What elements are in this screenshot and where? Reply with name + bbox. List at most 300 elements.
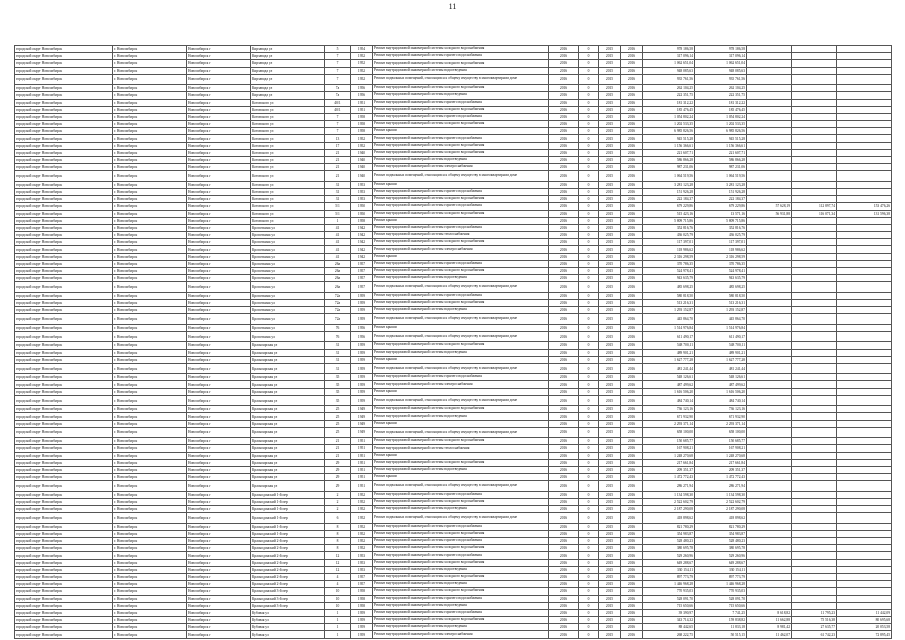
table-row	[15, 617, 892, 624]
cost-cell-c	[837, 314, 892, 324]
street-cell: Красноярская ул	[251, 395, 325, 405]
plan-year-cell: 2016	[549, 617, 579, 624]
flag-cell: 0	[579, 617, 599, 624]
start-year-cell: 2015	[599, 559, 621, 566]
municipality-cell: городской округ Новосибирск	[15, 617, 113, 624]
total-cost-cell: 2 316 298,59	[643, 253, 695, 260]
table-row	[15, 53, 892, 60]
plan-year-cell: 2016	[549, 181, 579, 188]
plan-year-cell: 2016	[549, 474, 579, 481]
end-year-cell: 2016	[621, 157, 643, 164]
fund-cost-cell: 943 635,79	[695, 275, 747, 282]
cost-cell-a	[747, 239, 792, 246]
start-year-cell: 2015	[599, 491, 621, 498]
fund-cost-cell: 436 025,79	[695, 232, 747, 239]
fund-cost-cell: 1 514 976,84	[695, 324, 747, 331]
start-year-cell: 2015	[599, 232, 621, 239]
start-year-cell: 2015	[599, 374, 621, 381]
flag-cell: 0	[579, 128, 599, 135]
flag-cell: 0	[579, 224, 599, 231]
table-row	[15, 466, 892, 473]
city-cell: Новосибирск г	[187, 631, 251, 638]
flag-cell: 0	[579, 602, 599, 609]
work-type-cell: Ремонт крыши	[373, 388, 549, 395]
start-year-cell: 2015	[599, 388, 621, 395]
house-number-cell: 10	[325, 602, 351, 609]
total-cost-cell: 489 901,21	[643, 349, 695, 356]
street-cell: Котовского ул	[251, 164, 325, 171]
flag-cell: 0	[579, 481, 599, 491]
street-cell: Краснодонский 3-й пер	[251, 595, 325, 602]
fund-cost-cell: 487 499,62	[695, 381, 747, 388]
municipality-cell: городской округ Новосибирск	[15, 92, 113, 99]
total-cost-cell: 528 480,23	[643, 538, 695, 545]
city-cell: Новосибирск г	[187, 438, 251, 445]
house-number-cell: 2	[325, 491, 351, 498]
settlement-cell: г. Новосибирск	[113, 324, 187, 331]
street-cell: Краснодонский 1-й пер	[251, 530, 325, 537]
fund-cost-cell: 548 126,61	[695, 374, 747, 381]
work-type-cell: Ремонт внутридомовой инженерной системы электроснабжения	[373, 631, 549, 638]
work-type-cell: Ремонт подвальных помещений, относящихся к общему имуществу в многоквартирном доме	[373, 363, 549, 373]
table-row	[15, 342, 892, 349]
cost-cell-a	[747, 452, 792, 459]
total-cost-cell: 317 096,14	[643, 53, 695, 60]
work-type-cell: Ремонт внутридомовой инженерной системы холодного водоснабжения	[373, 299, 549, 306]
start-year-cell: 2015	[599, 121, 621, 128]
build-year-cell: 1959	[351, 299, 373, 306]
city-cell: Новосибирск г	[187, 121, 251, 128]
house-number-cell: 4	[325, 573, 351, 580]
start-year-cell: 2015	[599, 356, 621, 363]
total-cost-cell: 715 650,66	[643, 602, 695, 609]
flag-cell: 0	[579, 356, 599, 363]
build-year-cell: 1957	[351, 268, 373, 275]
build-year-cell: 1959	[351, 292, 373, 299]
table-row	[15, 459, 892, 466]
page-number: 11	[448, 2, 457, 11]
cost-cell-a	[747, 99, 792, 106]
fund-cost-cell: 118 986,62	[695, 246, 747, 253]
total-cost-cell: 586 866,28	[643, 157, 695, 164]
street-cell: Котовского ул	[251, 113, 325, 120]
city-cell: Новосибирск г	[187, 307, 251, 314]
house-number-cell: 31	[325, 349, 351, 356]
municipality-cell: городской округ Новосибирск	[15, 413, 113, 420]
start-year-cell: 2015	[599, 609, 621, 616]
cost-cell-a	[747, 224, 792, 231]
work-type-cell: Ремонт внутридомовой инженерной системы горячего водоснабжения	[373, 538, 549, 545]
cost-cell-b	[792, 113, 837, 120]
settlement-cell: г. Новосибирск	[113, 342, 187, 349]
flag-cell: 0	[579, 466, 599, 473]
table-row	[15, 381, 892, 388]
settlement-cell: г. Новосибирск	[113, 413, 187, 420]
street-cell: Котовского ул	[251, 157, 325, 164]
plan-year-cell: 2016	[549, 420, 579, 427]
city-cell: Новосибирск г	[187, 85, 251, 92]
cost-cell-b	[792, 413, 837, 420]
city-cell: Новосибирск г	[187, 268, 251, 275]
start-year-cell: 2015	[599, 74, 621, 84]
cost-cell-a	[747, 538, 792, 545]
municipality-cell: городской округ Новосибирск	[15, 260, 113, 267]
settlement-cell: г. Новосибирск	[113, 85, 187, 92]
street-cell: Краснодонский 3-й пер	[251, 602, 325, 609]
plan-year-cell: 2016	[549, 282, 579, 292]
total-cost-cell: 1 054 802,24	[643, 113, 695, 120]
fund-cost-cell: 1 616 506,20	[695, 388, 747, 395]
cost-cell-a: 8 618,82	[747, 609, 792, 616]
end-year-cell: 2016	[621, 275, 643, 282]
cost-cell-c	[837, 157, 892, 164]
fund-cost-cell: 485 698,25	[695, 282, 747, 292]
municipality-cell: городской округ Новосибирск	[15, 466, 113, 473]
cost-cell-b	[792, 128, 837, 135]
end-year-cell: 2016	[621, 188, 643, 195]
flag-cell: 0	[579, 552, 599, 559]
cost-cell-a	[747, 314, 792, 324]
city-cell: Новосибирск г	[187, 253, 251, 260]
fund-cost-cell: 5 809 715,86	[695, 217, 747, 224]
city-cell: Новосибирск г	[187, 581, 251, 588]
cost-cell-c	[837, 92, 892, 99]
end-year-cell: 2016	[621, 314, 643, 324]
start-year-cell: 2015	[599, 314, 621, 324]
flag-cell: 0	[579, 506, 599, 513]
street-cell: Красноярская ул	[251, 420, 325, 427]
plan-year-cell: 2016	[549, 573, 579, 580]
settlement-cell: г. Новосибирск	[113, 74, 187, 84]
table-row	[15, 395, 892, 405]
street-cell: Кубовая ул	[251, 609, 325, 616]
house-number-cell: 1	[325, 624, 351, 631]
start-year-cell: 2015	[599, 239, 621, 246]
cost-cell-b	[792, 232, 837, 239]
settlement-cell: г. Новосибирск	[113, 474, 187, 481]
table-row	[15, 538, 892, 545]
total-cost-cell: 679 229,86	[643, 203, 695, 210]
city-cell: Новосибирск г	[187, 171, 251, 181]
flag-cell: 0	[579, 239, 599, 246]
work-type-cell: Ремонт внутридомовой инженерной системы горячего водоснабжения	[373, 224, 549, 231]
plan-year-cell: 2016	[549, 381, 579, 388]
cost-cell-a	[747, 53, 792, 60]
house-number-cell: 4	[325, 581, 351, 588]
table-row	[15, 363, 892, 373]
fund-cost-cell: 1 064 519,56	[695, 171, 747, 181]
house-number-cell: 12	[325, 559, 351, 566]
work-type-cell: Ремонт внутридомовой инженерной системы холодного водоснабжения	[373, 530, 549, 537]
work-type-cell: Ремонт подвальных помещений, относящихся к общему имуществу в многоквартирном доме	[373, 314, 549, 324]
cost-cell-c	[837, 445, 892, 452]
house-number-cell: 21	[325, 452, 351, 459]
total-cost-cell: 150 685,77	[643, 438, 695, 445]
fund-cost-cell: 513 216,31	[695, 299, 747, 306]
municipality-cell: городской округ Новосибирск	[15, 595, 113, 602]
end-year-cell: 2016	[621, 438, 643, 445]
plan-year-cell: 2016	[549, 106, 579, 113]
municipality-cell: городской округ Новосибирск	[15, 552, 113, 559]
start-year-cell: 2015	[599, 588, 621, 595]
house-number-cell: 35	[325, 395, 351, 405]
total-cost-cell: 671 932,90	[643, 413, 695, 420]
municipality-cell: городской округ Новосибирск	[15, 121, 113, 128]
cost-cell-c	[837, 438, 892, 445]
end-year-cell: 2016	[621, 420, 643, 427]
build-year-cell: 1952	[351, 491, 373, 498]
plan-year-cell: 2016	[549, 624, 579, 631]
fund-cost-cell: 50 515,15	[695, 631, 747, 638]
cost-cell-b	[792, 498, 837, 505]
end-year-cell: 2016	[621, 171, 643, 181]
house-number-cell: 21	[325, 438, 351, 445]
flag-cell: 0	[579, 232, 599, 239]
build-year-cell: 1957	[351, 260, 373, 267]
street-cell: Красноярская ул	[251, 374, 325, 381]
work-type-cell: Ремонт внутридомовой инженерной системы горячего водоснабжения	[373, 374, 549, 381]
table-row	[15, 406, 892, 413]
plan-year-cell: 2016	[549, 406, 579, 413]
build-year-cell: 1958	[351, 121, 373, 128]
plan-year-cell: 2016	[549, 135, 579, 142]
total-cost-cell: 268 222,75	[643, 631, 695, 638]
street-cell: Кирзавода ул	[251, 92, 325, 99]
fund-cost-cell: 987 231,06	[695, 164, 747, 171]
total-cost-cell: 1 472 772,43	[643, 474, 695, 481]
city-cell: Новосибирск г	[187, 498, 251, 505]
cost-cell-b	[792, 406, 837, 413]
table-row	[15, 552, 892, 559]
house-number-cell: 7	[325, 53, 351, 60]
start-year-cell: 2015	[599, 260, 621, 267]
cost-cell-a	[747, 246, 792, 253]
start-year-cell: 2015	[599, 552, 621, 559]
table-row	[15, 292, 892, 299]
settlement-cell: г. Новосибирск	[113, 299, 187, 306]
flag-cell: 0	[579, 106, 599, 113]
cost-cell-a: 8 981,42	[747, 624, 792, 631]
start-year-cell: 2015	[599, 246, 621, 253]
fund-cost-cell: 151 926,28	[695, 188, 747, 195]
house-number-cell: 31	[325, 188, 351, 195]
flag-cell: 0	[579, 46, 599, 53]
work-type-cell: Ремонт внутридомовой инженерной системы водоотведения	[373, 92, 549, 99]
total-cost-cell: 821 780,29	[643, 523, 695, 530]
plan-year-cell: 2016	[549, 149, 579, 156]
flag-cell: 0	[579, 74, 599, 84]
build-year-cell: 1953	[351, 196, 373, 203]
street-cell: Котовского ул	[251, 121, 325, 128]
city-cell: Новосибирск г	[187, 349, 251, 356]
end-year-cell: 2016	[621, 224, 643, 231]
house-number-cell: 31	[325, 342, 351, 349]
city-cell: Новосибирск г	[187, 188, 251, 195]
street-cell: Кропоткина ул	[251, 307, 325, 314]
cost-cell-a	[747, 466, 792, 473]
cost-cell-a	[747, 232, 792, 239]
total-cost-cell: 1 156 366,61	[643, 142, 695, 149]
fund-cost-cell: 1 248 270,68	[695, 452, 747, 459]
total-cost-cell: 370 786,35	[643, 260, 695, 267]
cost-cell-a	[747, 588, 792, 595]
plan-year-cell: 2016	[549, 164, 579, 171]
municipality-cell: городской округ Новосибирск	[15, 246, 113, 253]
cost-cell-c	[837, 545, 892, 552]
cost-cell-a	[747, 545, 792, 552]
table-row	[15, 253, 892, 260]
house-number-cell: 72а	[325, 299, 351, 306]
street-cell: Кропоткина ул	[251, 246, 325, 253]
start-year-cell: 2015	[599, 413, 621, 420]
cost-cell-b	[792, 481, 837, 491]
build-year-cell: 1952	[351, 135, 373, 142]
table-row	[15, 324, 892, 331]
house-number-cell: 21	[325, 171, 351, 181]
municipality-cell: городской округ Новосибирск	[15, 157, 113, 164]
municipality-cell: городской округ Новосибирск	[15, 459, 113, 466]
settlement-cell: г. Новосибирск	[113, 53, 187, 60]
cost-cell-c	[837, 142, 892, 149]
fund-cost-cell: 2 293 371,14	[695, 420, 747, 427]
build-year-cell: 1952	[351, 506, 373, 513]
city-cell: Новосибирск г	[187, 282, 251, 292]
total-cost-cell: 1 514 976,84	[643, 324, 695, 331]
municipality-cell: городской округ Новосибирск	[15, 498, 113, 505]
cost-cell-a	[747, 595, 792, 602]
build-year-cell: 1942	[351, 232, 373, 239]
build-year-cell: 1942	[351, 253, 373, 260]
fund-cost-cell: 1 472 772,43	[695, 474, 747, 481]
flag-cell: 0	[579, 157, 599, 164]
cost-cell-c	[837, 46, 892, 53]
city-cell: Новосибирск г	[187, 559, 251, 566]
street-cell: Красноярская ул	[251, 388, 325, 395]
street-cell: Красноярская ул	[251, 342, 325, 349]
total-cost-cell: 343 714,32	[643, 617, 695, 624]
cost-cell-c	[837, 459, 892, 466]
total-cost-cell: 978 186,58	[643, 46, 695, 53]
cost-cell-a	[747, 67, 792, 74]
build-year-cell: 1953	[351, 559, 373, 566]
plan-year-cell: 2016	[549, 239, 579, 246]
flag-cell: 0	[579, 566, 599, 573]
work-type-cell: Ремонт крыши	[373, 452, 549, 459]
cost-cell-c	[837, 388, 892, 395]
fund-cost-cell: 167 908,21	[695, 445, 747, 452]
start-year-cell: 2015	[599, 331, 621, 341]
cost-cell-a	[747, 74, 792, 84]
house-number-cell: 7	[325, 60, 351, 67]
municipality-cell: городской округ Новосибирск	[15, 602, 113, 609]
settlement-cell: г. Новосибирск	[113, 92, 187, 99]
start-year-cell: 2015	[599, 595, 621, 602]
total-cost-cell: 436 025,79	[643, 232, 695, 239]
table-row	[15, 491, 892, 498]
cost-cell-c	[837, 99, 892, 106]
table-row	[15, 46, 892, 53]
work-type-cell: Ремонт внутридомовой инженерной системы водоотведения	[373, 506, 549, 513]
start-year-cell: 2015	[599, 46, 621, 53]
settlement-cell: г. Новосибирск	[113, 363, 187, 373]
total-cost-cell: 548 700,11	[643, 342, 695, 349]
fund-cost-cell: 897 773,79	[695, 573, 747, 580]
table-row	[15, 349, 892, 356]
municipality-cell: городской округ Новосибирск	[15, 395, 113, 405]
street-cell: Красноярская ул	[251, 413, 325, 420]
street-cell: Котовского ул	[251, 99, 325, 106]
total-cost-cell: 352 816,76	[643, 224, 695, 231]
total-cost-cell: 39 390,97	[643, 609, 695, 616]
plan-year-cell: 2016	[549, 224, 579, 231]
cost-cell-a	[747, 395, 792, 405]
city-cell: Новосибирск г	[187, 523, 251, 530]
cost-cell-b	[792, 395, 837, 405]
plan-year-cell: 2016	[549, 602, 579, 609]
municipality-cell: городской округ Новосибирск	[15, 581, 113, 588]
street-cell: Котовского ул	[251, 217, 325, 224]
fund-cost-cell: 354 983,87	[695, 530, 747, 537]
municipality-cell: городской округ Новосибирск	[15, 275, 113, 282]
cost-cell-a	[747, 171, 792, 181]
street-cell: Кропоткина ул	[251, 253, 325, 260]
cost-cell-b: 116 071,34	[792, 210, 837, 217]
street-cell: Кропоткина ул	[251, 239, 325, 246]
settlement-cell: г. Новосибирск	[113, 164, 187, 171]
cost-cell-a	[747, 513, 792, 523]
work-type-cell: Ремонт крыши	[373, 181, 549, 188]
table-row	[15, 246, 892, 253]
municipality-cell: городской округ Новосибирск	[15, 99, 113, 106]
street-cell: Кубовая ул	[251, 631, 325, 638]
fund-cost-cell: 528 480,23	[695, 538, 747, 545]
settlement-cell: г. Новосибирск	[113, 491, 187, 498]
fund-cost-cell: 948 085,63	[695, 67, 747, 74]
municipality-cell: городской округ Новосибирск	[15, 445, 113, 452]
house-number-cell: 41	[325, 224, 351, 231]
cost-cell-c	[837, 67, 892, 74]
municipality-cell: городской округ Новосибирск	[15, 239, 113, 246]
street-cell: Красноярская ул	[251, 474, 325, 481]
start-year-cell: 2015	[599, 617, 621, 624]
municipality-cell: городской округ Новосибирск	[15, 292, 113, 299]
cost-cell-b	[792, 149, 837, 156]
work-type-cell: Ремонт внутридомовой инженерной системы водоотведения	[373, 67, 549, 74]
fund-cost-cell: 649 288,67	[695, 559, 747, 566]
settlement-cell: г. Новосибирск	[113, 581, 187, 588]
municipality-cell: городской округ Новосибирск	[15, 388, 113, 395]
house-number-cell: 7	[325, 74, 351, 84]
plan-year-cell: 2016	[549, 349, 579, 356]
table-row	[15, 631, 892, 638]
municipality-cell: городской округ Новосибирск	[15, 506, 113, 513]
cost-cell-c	[837, 498, 892, 505]
house-number-cell: 5/1	[325, 210, 351, 217]
cost-cell-c	[837, 420, 892, 427]
flag-cell: 0	[579, 381, 599, 388]
fund-cost-cell: 181 312,22	[695, 99, 747, 106]
house-number-cell: 7	[325, 121, 351, 128]
settlement-cell: г. Новосибирск	[113, 246, 187, 253]
municipality-cell: городской округ Новосибирск	[15, 545, 113, 552]
house-number-cell: 35	[325, 374, 351, 381]
work-type-cell: Ремонт внутридомовой инженерной системы холодного водоснабжения	[373, 142, 549, 149]
work-type-cell: Ремонт подвальных помещений, относящихся к общему имуществу в многоквартирном доме	[373, 395, 549, 405]
start-year-cell: 2015	[599, 203, 621, 210]
flag-cell: 0	[579, 545, 599, 552]
total-cost-cell: 1 293 152,87	[643, 307, 695, 314]
municipality-cell: городской округ Новосибирск	[15, 203, 113, 210]
